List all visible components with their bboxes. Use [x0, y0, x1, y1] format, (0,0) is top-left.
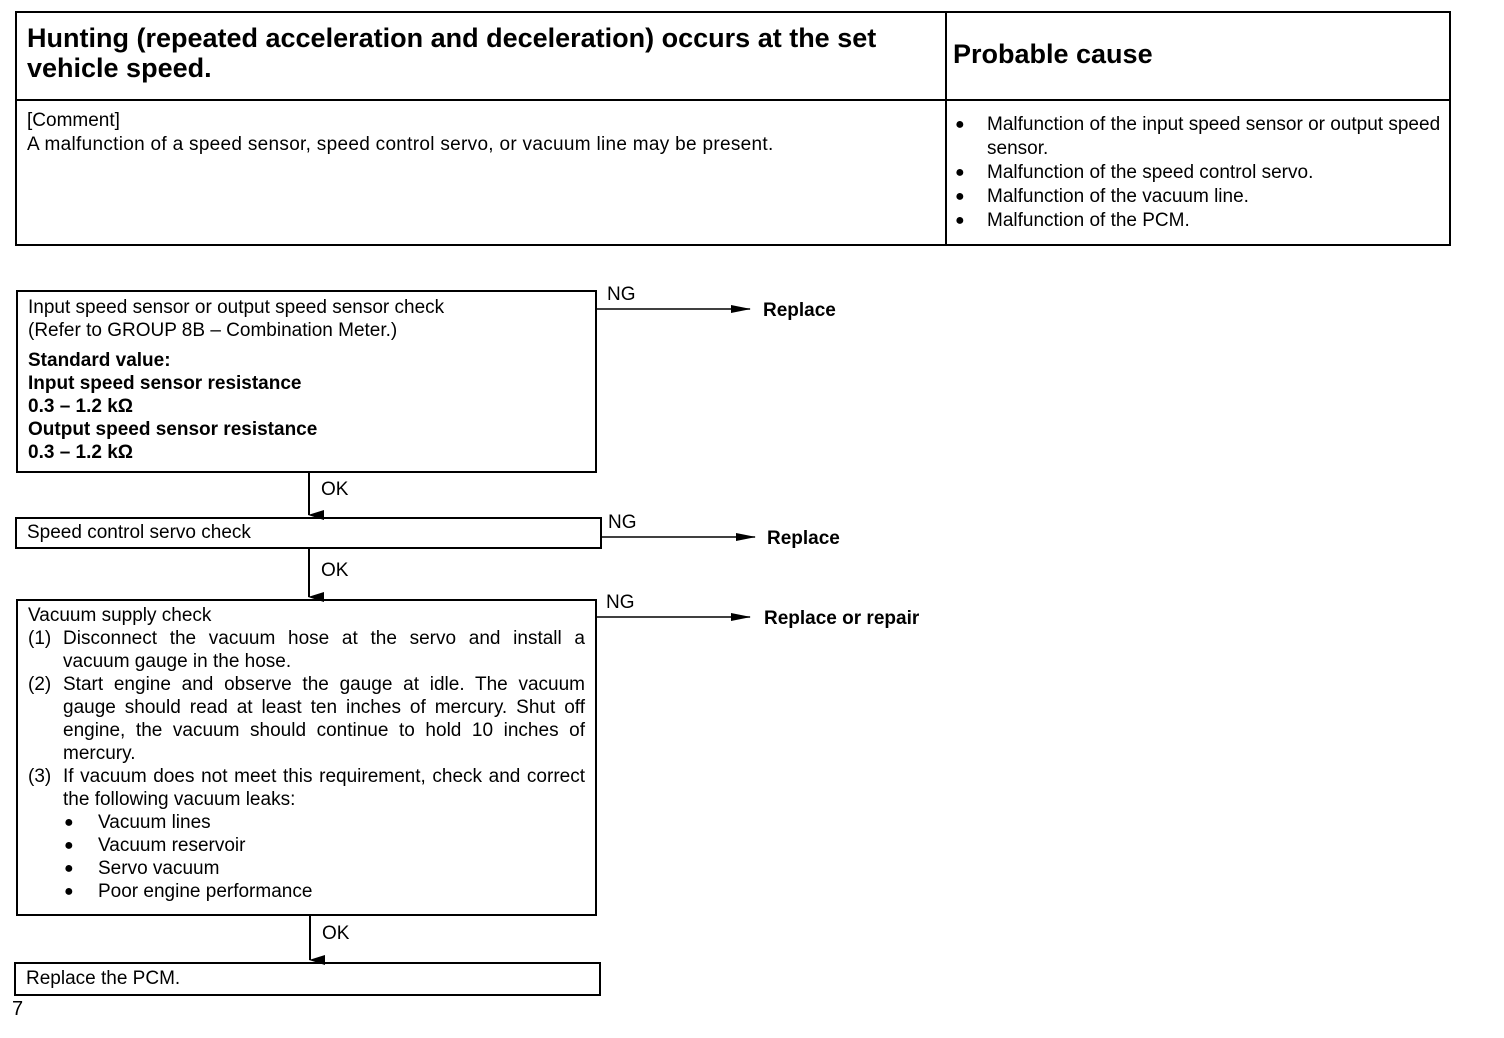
sensor-check-title: Input speed sensor or output speed sensor check: [28, 297, 445, 318]
cause-item: ● Malfunction of the PCM.: [955, 210, 1190, 231]
output-sensor-label: Output speed sensor resistance: [28, 419, 318, 440]
comment-label: [Comment]: [27, 110, 120, 131]
comment-text: A malfunction of a speed sensor, speed control servo, or vacuum line may be present.: [27, 134, 774, 155]
bullet-icon: ●: [955, 188, 965, 205]
ng-label-1: NG: [607, 284, 636, 305]
cause-item: ● Malfunction of the vacuum line.: [955, 186, 1249, 207]
ng-result-1: Replace: [763, 300, 836, 321]
servo-check-title: Speed control servo check: [27, 522, 251, 543]
leak-item: ● Vacuum lines: [64, 812, 211, 833]
leak-item: ● Vacuum reservoir: [64, 835, 246, 856]
ok-label-1: OK: [321, 479, 349, 500]
ng-label-2: NG: [608, 512, 637, 533]
vacuum-check-steps: [28, 627, 585, 811]
bullet-icon: ●: [64, 883, 74, 900]
ok-label-3: OK: [322, 923, 350, 944]
sensor-check-reference: (Refer to GROUP 8B – Combination Meter.): [28, 320, 398, 341]
cause-item: ● Malfunction of the speed control servo.: [955, 162, 1314, 183]
vacuum-leak-list: [28, 811, 585, 903]
replace-pcm-box: [14, 962, 601, 996]
vacuum-step: (3) If vacuum does not meet this requirement, check and correct the following vacuum leaks:: [28, 766, 585, 810]
leak-item: ● Servo vacuum: [64, 858, 220, 879]
leak-item: ● Poor engine performance: [64, 881, 313, 902]
probable-cause-heading: Probable cause: [953, 39, 1153, 69]
standard-value-title: Standard value:: [28, 350, 171, 371]
vacuum-step: (1) Disconnect the vacuum hose at the servo and install a vacuum gauge in the hose.: [28, 628, 585, 672]
ok-label-2: OK: [321, 560, 349, 581]
ng-result-3: Replace or repair: [764, 608, 920, 629]
vacuum-step: (2) Start engine and observe the gauge at idle. The vacuum gauge should read at least ten inches of mercury. Shut off engine, the vacuum should continue to hold 10 inches of mercury.: [28, 674, 585, 764]
output-sensor-value: 0.3 – 1.2 kΩ: [28, 442, 134, 463]
vacuum-check-title: Vacuum supply check: [28, 605, 212, 626]
ng-result-2: Replace: [767, 528, 840, 549]
symptom-title: Hunting (repeated acceleration and deceleration) occurs at the set vehicle speed.: [27, 23, 877, 83]
page-number: 7: [12, 998, 24, 1020]
bullet-icon: ●: [955, 116, 965, 133]
bullet-icon: ●: [64, 860, 74, 877]
bullet-icon: ●: [955, 164, 965, 181]
servo-check-box: [15, 517, 602, 549]
sensor-check-box: [16, 290, 597, 473]
bullet-icon: ●: [955, 212, 965, 229]
bullet-icon: ●: [64, 837, 74, 854]
ng-label-3: NG: [606, 592, 635, 613]
vacuum-check-box: [16, 599, 597, 916]
input-sensor-label: Input speed sensor resistance: [28, 373, 302, 394]
input-sensor-value: 0.3 – 1.2 kΩ: [28, 396, 134, 417]
cause-item: ● Malfunction of the input speed sensor or output speed sensor.: [955, 114, 1441, 159]
bullet-icon: ●: [64, 814, 74, 831]
replace-pcm-text: Replace the PCM.: [26, 968, 181, 989]
